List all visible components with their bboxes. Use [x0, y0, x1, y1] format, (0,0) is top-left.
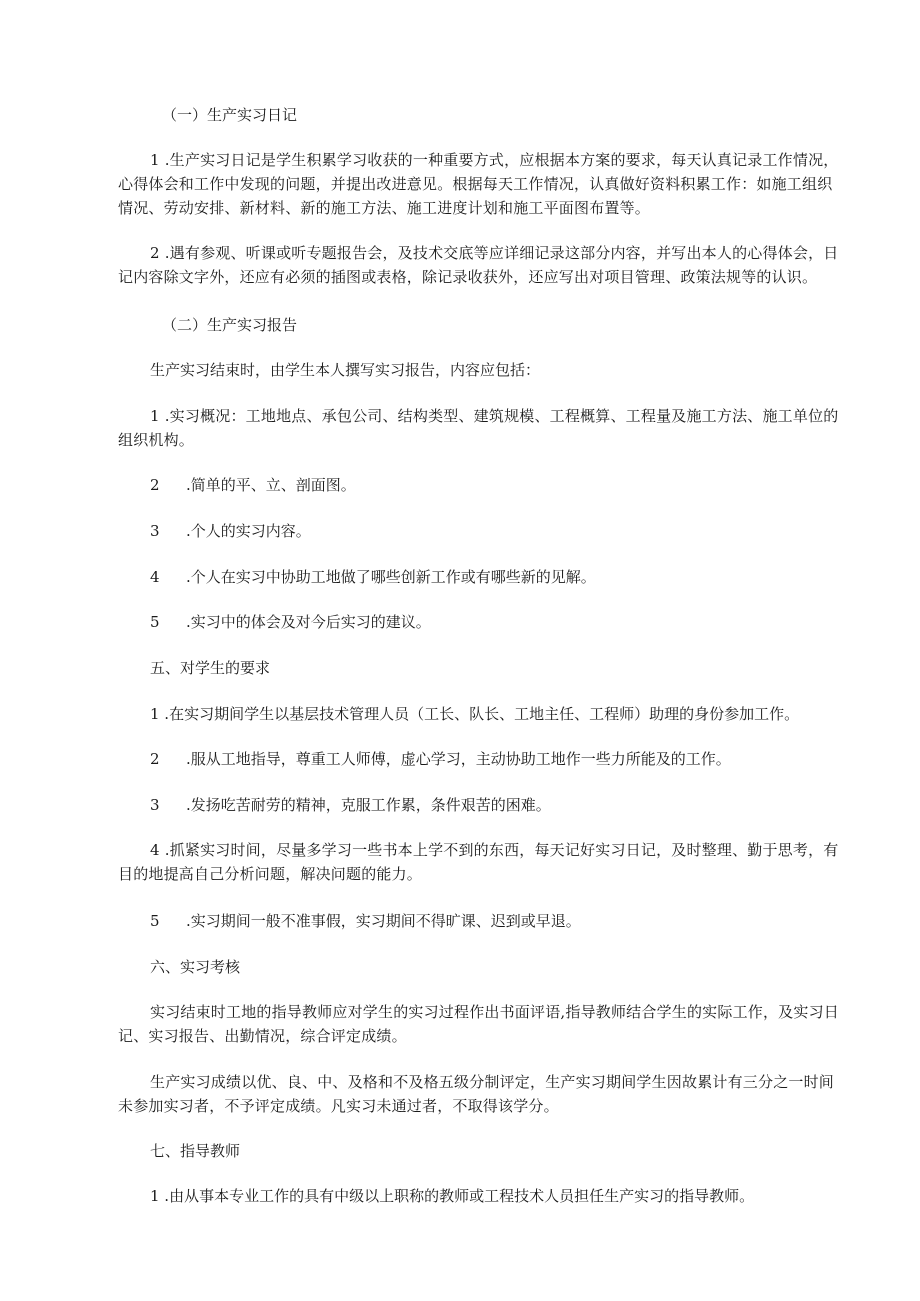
report-item-5: [150, 610, 850, 634]
report-item-3: [150, 519, 850, 543]
list-text: .个人在实习中协助工地做了哪些创新工作或有哪些新的见解。: [186, 568, 596, 586]
list-number: 4: [150, 568, 160, 586]
assessment-heading: 六、实习考核: [150, 958, 241, 976]
requirement-item-2: [150, 747, 850, 771]
list-number: 2: [150, 476, 160, 494]
list-text: .简单的平、立、剖面图。: [186, 476, 356, 494]
assessment-paragraph-2: 生产实习成绩以优、良、中、及格和不及格五级分制评定，生产实习期间学生因故累计有三分之一时间未参加实习者，不予评定成绩。凡实习未通过者，不取得该学分。: [118, 1073, 835, 1115]
report-heading: （二）生产实习报告: [162, 316, 298, 334]
list-number: 3: [150, 522, 160, 540]
list-number: 2: [150, 750, 160, 768]
report-item-1: 1 .实习概况：工地地点、承包公司、结构类型、建筑规模、工程概算、工程量及施工方法、施工单位的组织机构。: [118, 407, 839, 449]
report-intro: 生产实习结束时，由学生本人撰写实习报告，内容应包括：: [150, 361, 541, 379]
list-number: 3: [150, 796, 160, 814]
requirements-heading: 五、对学生的要求: [150, 659, 271, 677]
diary-paragraph-2: 2 .遇有参观、听课或听专题报告会，及技术交底等应详细记录这部分内容，并写出本人的心得体会，日记内容除文字外，还应有必须的插图或表格，除记录收获外，还应写出对项目管理、政策法规等的认识。: [118, 244, 839, 286]
list-text: .实习中的体会及对今后实习的建议。: [186, 613, 431, 631]
assessment-paragraph-1: 实习结束时工地的指导教师应对学生的实习过程作出书面评语,指导教师结合学生的实际工作，及实习日记、实习报告、出勤情况，综合评定成绩。: [118, 1003, 839, 1045]
list-text: .服从工地指导，尊重工人师傅，虚心学习，主动协助工地作一些力所能及的工作。: [186, 750, 731, 768]
teacher-heading: 七、指导教师: [150, 1142, 241, 1160]
requirement-item-5: [150, 909, 850, 933]
report-item-4: [150, 565, 850, 589]
report-item-2: [150, 473, 850, 497]
requirement-item-4: 4 .抓紧实习时间，尽量多学习一些书本上学不到的东西，每天记好实习日记，及时整理、勤于思考，有目的地提高自己分析问题，解决问题的能力。: [118, 841, 839, 883]
list-number: 5: [150, 912, 160, 930]
list-text: .发扬吃苦耐劳的精神，克服工作累，条件艰苦的困难。: [186, 796, 551, 814]
diary-paragraph-1: 1 .生产实习日记是学生积累学习收获的一种重要方式，应根据本方案的要求，每天认真记录工作情况，心得体会和工作中发现的问题，并提出改进意见。根据每天工作情况，认真做好资料积累工作：如施工组织情况、劳动安排、新材料、新的施工方法、施工进度计划和施工平面图布置等。: [118, 151, 839, 217]
teacher-item-1: 1 .由从事本专业工作的具有中级以上职称的教师或工程技术人员担任生产实习的指导教师。: [150, 1187, 755, 1205]
list-text: .实习期间一般不准事假，实习期间不得旷课、迟到或早退。: [186, 912, 581, 930]
list-number: 5: [150, 613, 160, 631]
list-text: .个人的实习内容。: [186, 522, 311, 540]
diary-heading: （一）生产实习日记: [162, 106, 298, 124]
requirement-item-1: 1 .在实习期间学生以基层技术管理人员（工长、队长、工地主任、工程师）助理的身份参加工作。: [150, 705, 800, 723]
requirement-item-3: [150, 793, 850, 817]
